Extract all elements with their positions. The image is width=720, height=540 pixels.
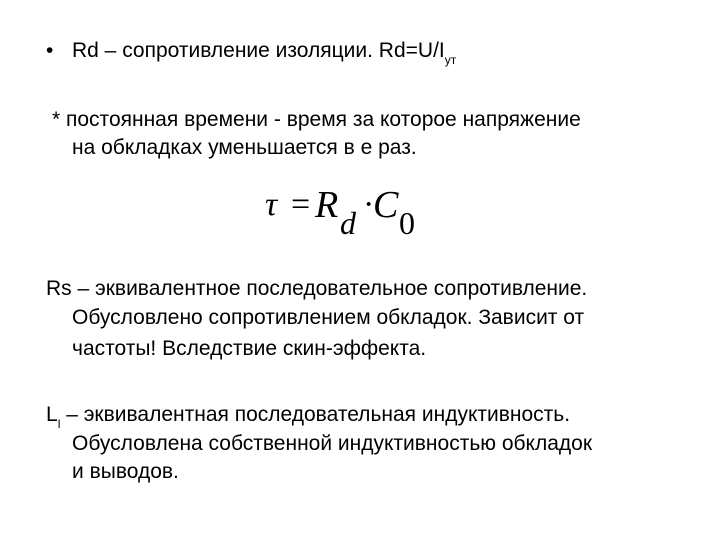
- formula-equals: =: [291, 186, 311, 223]
- formula-r-subscript: d: [340, 205, 356, 241]
- ll-symbol: L: [46, 403, 58, 426]
- note-line-2: на обкладках уменьшается в е раз.: [72, 136, 417, 159]
- formula-c-subscript: 0: [399, 205, 415, 241]
- formula-c: C: [373, 184, 399, 226]
- bullet-marker: •: [46, 39, 54, 62]
- bullet-rd: [46, 37, 53, 64]
- formula-tau: τ: [265, 186, 278, 223]
- ll-line-1-text: – эквивалентная последовательная индуктивность.: [60, 403, 571, 426]
- time-constant-formula: [265, 180, 465, 244]
- note-line-1: * постоянная времени - время за которое напряжение: [52, 108, 581, 131]
- rs-line-1: Rs – эквивалентное последовательное сопротивление.: [46, 277, 588, 300]
- rd-current-subscript: ут: [444, 53, 457, 67]
- formula-r: R: [315, 184, 339, 226]
- ll-line-3: и выводов.: [72, 460, 179, 483]
- ll-line-1: [46, 401, 570, 431]
- ll-symbol-subscript: l: [57, 417, 61, 431]
- rd-definition: [72, 37, 456, 67]
- rs-line-3: частоты! Вследствие скин-эффекта.: [72, 337, 427, 360]
- ll-line-2: Обусловлена собственной индуктивностью обкладок: [72, 432, 593, 455]
- rd-definition-text: Rd – сопротивление изоляции. Rd=U/I: [72, 39, 445, 62]
- rs-line-2: Обусловлено сопротивлением обкладок. Зависит от: [72, 306, 585, 329]
- formula-dot: ·: [363, 186, 375, 223]
